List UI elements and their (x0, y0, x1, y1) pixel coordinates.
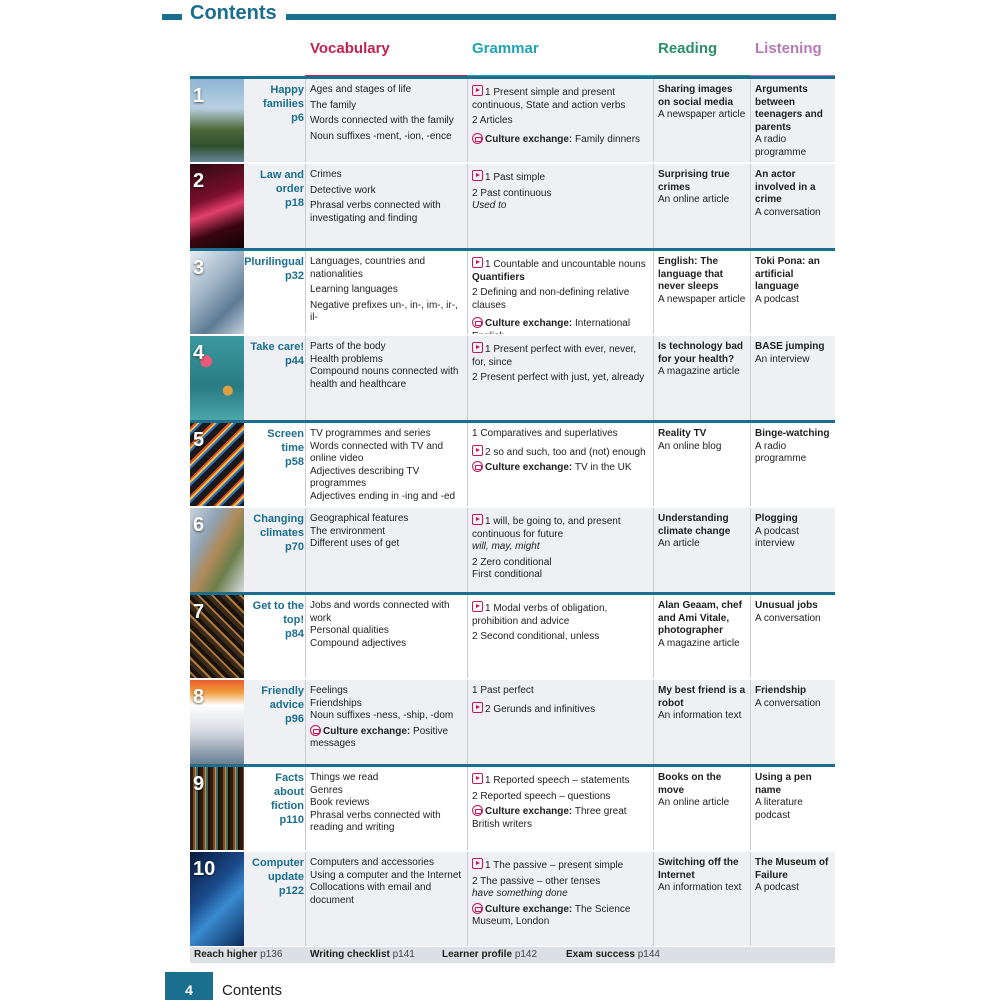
grammar-header-label: Grammar (472, 40, 539, 57)
grammar-cell: 1 Reported speech – statements 2 Reported speech – questions Culture exchange: Three great British writers (467, 767, 653, 851)
vocabulary-cell: Things we read Genres Book reviews Phrasal verbs connected with reading and writing (305, 767, 467, 851)
video-icon[interactable] (472, 858, 483, 869)
unit-number: 7 (193, 601, 205, 623)
unit-title[interactable]: Computer update p122 (252, 857, 304, 897)
unit-title[interactable]: Friendly advice p96 (261, 685, 304, 725)
video-icon[interactable] (472, 702, 483, 713)
vocabulary-cell: Geographical features The environment Different uses of get (305, 508, 467, 592)
exam-success-link[interactable]: Exam success p144 (566, 949, 660, 960)
grammar-header (467, 38, 653, 78)
reading-header (653, 38, 750, 78)
unit-row-6[interactable] (190, 506, 835, 592)
grammar-cell: 1 Comparatives and superlatives 2 so and such, too and (not) enough Culture exchange: TV in the UK (467, 423, 653, 507)
vocabulary-cell: Parts of the body Health problems Compound nouns connected with health and healthcare (305, 336, 467, 420)
grammar-cell: 1 The passive – present simple 2 The passive – other tenses have something done Culture exchange: The Science Museum, London (467, 852, 653, 946)
reading-cell: Is technology bad for your health? A magazine article (653, 336, 750, 420)
column-headers (305, 38, 835, 78)
culture-exchange-icon (310, 725, 321, 736)
reading-cell: Surprising true crimes An online article (653, 164, 750, 248)
listening-cell: Plogging A podcast interview (750, 508, 835, 592)
unit-title[interactable]: Happy families p6 (263, 84, 304, 124)
unit-title[interactable]: Take care! p44 (250, 341, 304, 367)
vocabulary-cell: Crimes Detective work Phrasal verbs connected with investigating and finding (305, 164, 467, 248)
grammar-cell: 1 Past perfect 2 Gerunds and infinitives (467, 680, 653, 764)
culture-exchange-icon (472, 461, 483, 472)
listening-cell: Using a pen name A literature podcast (750, 767, 835, 851)
title-accent-bar (162, 14, 182, 20)
listening-header (750, 38, 835, 78)
extras-bar (190, 947, 835, 963)
unit-number: 10 (193, 858, 216, 880)
vocabulary-cell: Ages and stages of life The family Words connected with the family Noun suffixes -ment, -ion, -ence (305, 79, 467, 163)
vocabulary-cell: Languages, countries and nationalities Learning languages Negative prefixes un-, in-, im-, ir-, il- (305, 251, 467, 335)
reading-cell: My best friend is a robot An information text (653, 680, 750, 764)
grammar-cell: 1 Countable and uncountable nouns Quantifiers 2 Defining and non-defining relative clauses Culture exchange: International (467, 251, 653, 335)
video-icon[interactable] (472, 85, 483, 96)
unit-number: 6 (193, 514, 205, 536)
vocabulary-header (305, 38, 467, 78)
unit-number: 8 (193, 686, 205, 708)
vocabulary-cell: Feelings Friendships Noun suffixes -ness, -ship, -dom Culture exchange: Positive messages (305, 680, 467, 764)
listening-cell: The Museum of Failure A podcast (750, 852, 835, 946)
grammar-cell: 1 Modal verbs of obligation, prohibition and advice 2 Second conditional, unless (467, 595, 653, 679)
culture-exchange-icon (472, 133, 483, 144)
unit-row-5[interactable] (190, 420, 835, 507)
unit-title[interactable]: Screen time p58 (267, 428, 304, 468)
reach-higher-link[interactable]: Reach higher p136 (194, 949, 283, 960)
culture-exchange-icon (472, 903, 483, 914)
learner-profile-link[interactable]: Learner profile p142 (442, 949, 538, 960)
unit-row-9[interactable] (190, 764, 835, 851)
video-icon[interactable] (472, 514, 483, 525)
page-number: 4 (165, 972, 213, 1000)
listening-cell: Friendship A conversation (750, 680, 835, 764)
reading-cell: Understanding climate change An article (653, 508, 750, 592)
reading-cell: English: The language that never sleeps A newspaper article (653, 251, 750, 335)
unit-row-4[interactable] (190, 334, 835, 420)
unit-row-2[interactable] (190, 162, 835, 248)
unit-5-image (190, 423, 244, 507)
grammar-cell: 1 Present perfect with ever, never, for, since 2 Present perfect with just, yet, already (467, 336, 653, 420)
unit-number: 3 (193, 257, 205, 279)
unit-1-image (190, 79, 244, 163)
unit-number: 1 (193, 85, 205, 107)
unit-row-3[interactable] (190, 248, 835, 335)
unit-2-image (190, 164, 244, 248)
unit-row-10[interactable] (190, 850, 835, 946)
video-icon[interactable] (472, 342, 483, 353)
listening-cell: Binge-watching A radio programme (750, 423, 835, 507)
vocabulary-cell: Jobs and words connected with work Personal qualities Compound adjectives (305, 595, 467, 679)
listening-header-label: Listening (755, 40, 822, 57)
vocabulary-header-label: Vocabulary (310, 40, 390, 57)
page-title: Contents (190, 2, 277, 24)
writing-checklist-link[interactable]: Writing checklist p141 (310, 949, 415, 960)
unit-number: 9 (193, 773, 205, 795)
video-icon[interactable] (472, 257, 483, 268)
vocabulary-cell: Computers and accessories Using a computer and the Internet Collocations with email and document (305, 852, 467, 946)
unit-title[interactable]: Law and order p18 (259, 169, 304, 209)
unit-number: 5 (193, 429, 205, 451)
video-icon[interactable] (472, 445, 483, 456)
unit-8-image (190, 680, 244, 764)
unit-title[interactable]: Get to the top! p84 (252, 600, 304, 640)
unit-title[interactable]: Changing climates p70 (253, 513, 304, 553)
culture-exchange-icon (472, 805, 483, 816)
title-rule (286, 14, 836, 20)
reading-cell: Sharing images on social media A newspaper article (653, 79, 750, 163)
unit-7-image (190, 595, 244, 679)
unit-6-image (190, 508, 244, 592)
reading-cell: Books on the move An online article (653, 767, 750, 851)
reading-cell: Switching off the Internet An information text (653, 852, 750, 946)
grammar-cell: 1 Present simple and present continuous, State and action verbs 2 Articles Culture exchange: Family dinners (467, 79, 653, 163)
footer-label: Contents (222, 982, 283, 999)
unit-3-image (190, 251, 244, 335)
video-icon[interactable] (472, 170, 483, 181)
grammar-cell: 1 will, be going to, and present continuous for future will, may, might 2 Zero conditional First conditional (467, 508, 653, 592)
listening-cell: BASE jumping An interview (750, 336, 835, 420)
video-icon[interactable] (472, 773, 483, 784)
vocabulary-cell: TV programmes and series Words connected with TV and online video Adjectives describing TV programmes Adjectives ending in -ing and -ed (305, 423, 467, 507)
video-icon[interactable] (472, 601, 483, 612)
unit-title[interactable]: Plurilingual p32 (244, 256, 304, 282)
unit-title[interactable]: Facts about fiction p110 (271, 772, 304, 826)
title-row (162, 4, 836, 26)
unit-number: 2 (193, 170, 205, 192)
listening-cell: Unusual jobs A conversation (750, 595, 835, 679)
listening-cell: An actor involved in a crime A conversation (750, 164, 835, 248)
unit-number: 4 (193, 342, 205, 364)
unit-9-image (190, 767, 244, 851)
listening-cell: Arguments between teenagers and parents A radio programme (750, 79, 835, 163)
unit-row-8[interactable] (190, 678, 835, 764)
listening-cell: Toki Pona: an artificial language A podcast (750, 251, 835, 335)
unit-row-7[interactable] (190, 592, 835, 679)
reading-cell: Alan Geaam, chef and Ami Vitale, photographer A magazine article (653, 595, 750, 679)
grammar-cell: 1 Past simple 2 Past continuous Used to (467, 164, 653, 248)
culture-exchange-icon (472, 317, 483, 328)
unit-row-1[interactable] (190, 76, 835, 163)
reading-cell: Reality TV An online blog (653, 423, 750, 507)
unit-4-image (190, 336, 244, 420)
unit-10-image (190, 852, 244, 946)
reading-header-label: Reading (658, 40, 718, 57)
